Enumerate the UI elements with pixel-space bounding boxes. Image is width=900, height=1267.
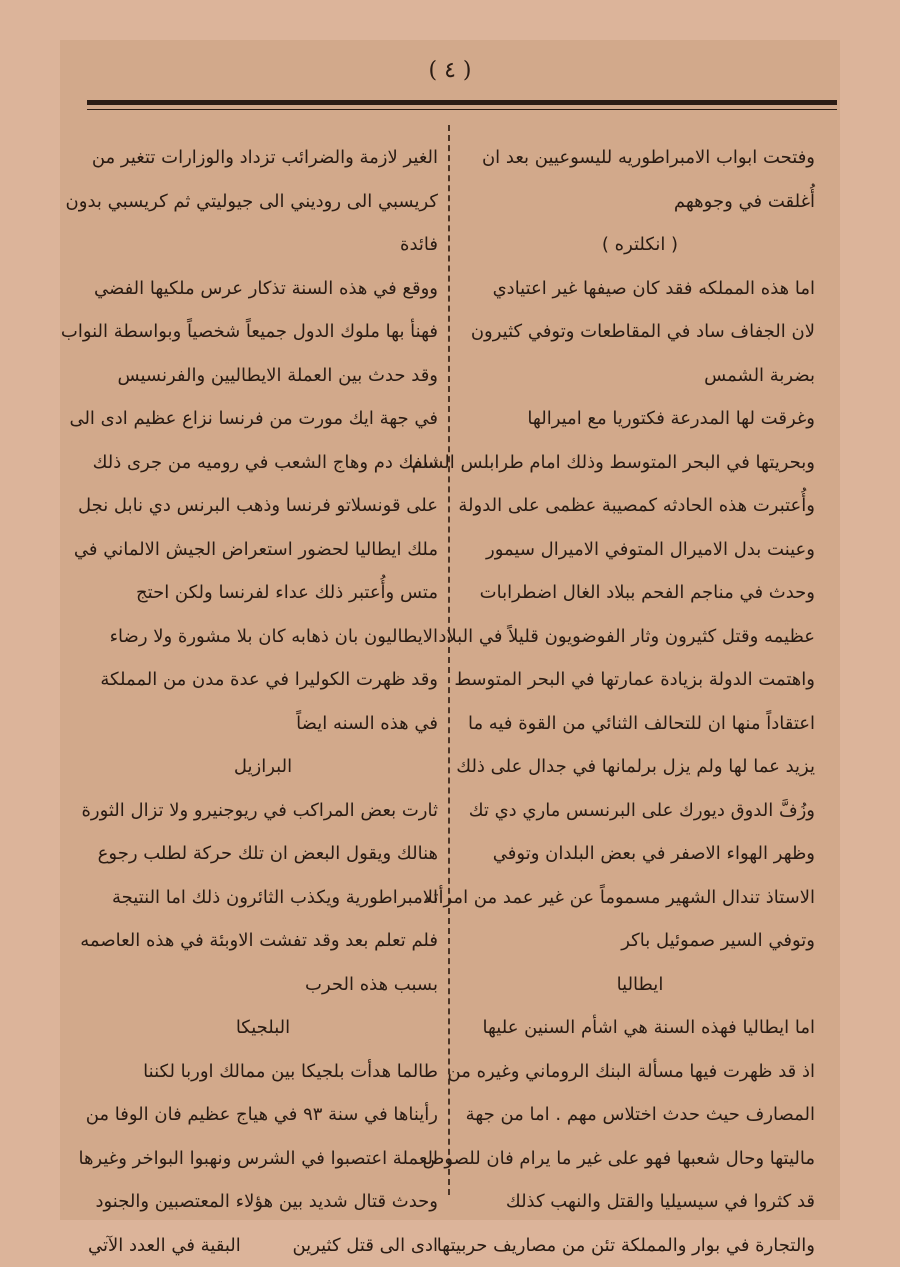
text-line: وأُعتبرت هذه الحادثه كمصيبة عظمى على الدولة [465,484,815,528]
section-heading: ( انكلتره ) [465,223,815,267]
text-line: ادى الى قتل كثيرين [292,1224,438,1267]
text-line: متس وأُعتبر ذلك عداء لفرنسا ولكن احتج [88,571,438,615]
text-line: وزُفَّ الدوق ديورك على البرنسس ماري دي تك [465,789,815,833]
text-line: وحدث في مناجم الفحم ببلاد الغال اضطرابات [465,571,815,615]
text-line: طالما هدأت بلجيكا بين ممالك اوربا لكننا [88,1050,438,1094]
text-line: قد كثروا في سيسيليا والقتل والنهب كذلك [465,1180,815,1224]
text-line: ماليتها وحال شعبها فهو على غير ما يرام فان للصوص [465,1137,815,1181]
text-line: وقد حدث بين العملة الايطاليين والفرنسيس [88,354,438,398]
header-rule-thick [87,100,837,105]
text-line: فلم تعلم بعد وقد تفشت الاوبئة في هذه العاصمه [88,919,438,963]
section-heading: البرازيل [88,745,438,789]
text-line: بسبب هذه الحرب [88,963,438,1007]
text-line: لان الجفاف ساد في المقاطعات وتوفي كثيرون [465,310,815,354]
text-line: الاستاذ تندال الشهير مسموماً عن غير عمد من امرأته [465,876,815,920]
right-column [465,136,815,1267]
text-line: العملة اعتصبوا في الشرس ونهبوا البواخر وغيرها [88,1137,438,1181]
text-line: يزيد عما لها ولم يزل برلمانها في جدال على ذلك [465,745,815,789]
text-line: وغرقت لها المدرعة فكتوريا مع اميرالها [465,397,815,441]
text-line: وحدث قتال شديد بين هؤلاء المعتصبين والجنود [88,1180,438,1224]
text-line: فائدة [88,223,438,267]
text-line: اما ايطاليا فهذه السنة هي اشأم السنين عليها [465,1006,815,1050]
text-line: الايطاليون بان ذهابه كان بلا مشورة ولا رضاء [88,615,438,659]
left-column [88,136,438,1267]
section-heading: البلجيكا [88,1006,438,1050]
text-line: ووقع في هذه السنة تذكار عرس ملكيها الفضي [88,267,438,311]
header-rule-thin [87,109,837,110]
text-line: واهتمت الدولة بزيادة عمارتها في البحر المتوسط [465,658,815,702]
continuation-note: البقية في العدد الآتي [88,1224,241,1267]
text-line: وظهر الهواء الاصفر في بعض البلدان وتوفي [465,832,815,876]
text-line: كريسبي الى روديني الى جيوليتي ثم كريسبي بدون [88,180,438,224]
text-line: الامبراطورية ويكذب الثائرون ذلك اما النتيجة [88,876,438,920]
text-line: ملك ايطاليا لحضور استعراض الجيش الالماني في [88,528,438,572]
text-line: عظيمه وقتل كثيرون وثار الفوضويون قليلاً في البلاد [465,615,815,659]
text-line: المصارف حيث حدث اختلاس مهم . اما من جهة [465,1093,815,1137]
text-line: وقد ظهرت الكوليرا في عدة مدن من المملكة [88,658,438,702]
text-line: وتوفي السير صموئيل باكر [465,919,815,963]
text-line: وبحريتها في البحر المتوسط وذلك امام طرابلس الشام [465,441,815,485]
last-line-row [88,1224,438,1267]
text-line: في هذه السنه ايضاً [88,702,438,746]
column-divider [448,125,450,1195]
text-line: هنالك ويقول البعض ان تلك حركة لطلب رجوع [88,832,438,876]
text-line: اما هذه المملكه فقد كان صيفها غير اعتيادي [465,267,815,311]
text-line: في جهة ايك مورت من فرنسا نزاع عظيم ادى الى [88,397,438,441]
text-line: ثارت بعض المراكب في ريوجنيرو ولا تزال الثورة [88,789,438,833]
text-line: رأيناها في سنة ٩٣ في هياج عظيم فان الوفا من [88,1093,438,1137]
text-line: والتجارة في بوار والمملكة تئن من مصاريف حربيتها [465,1224,815,1267]
text-line: وعينت بدل الاميرال المتوفي الاميرال سيمور [465,528,815,572]
section-heading: ايطاليا [465,963,815,1007]
text-line: أُغلقت في وجوههم [465,180,815,224]
text-line: على قونسلاتو فرنسا وذهب البرنس دي نابل نجل [88,484,438,528]
text-line: بضربة الشمس [465,354,815,398]
text-line: سفك دم وهاج الشعب في روميه من جرى ذلك [88,441,438,485]
text-line: اعتقاداً منها ان للتحالف الثنائي من القوة فيه ما [465,702,815,746]
text-line: فهنأ بها ملوك الدول جميعاً شخصياً وبواسطة النواب [88,310,438,354]
newspaper-page [60,40,840,1220]
page-number: ( ٤ ) [60,58,840,83]
text-line: الغير لازمة والضرائب تزداد والوزارات تتغير من [88,136,438,180]
text-line: اذ قد ظهرت فيها مسألة البنك الروماني وغيره من [465,1050,815,1094]
text-line: وفتحت ابواب الامبراطوريه لليسوعيين بعد ان [465,136,815,180]
